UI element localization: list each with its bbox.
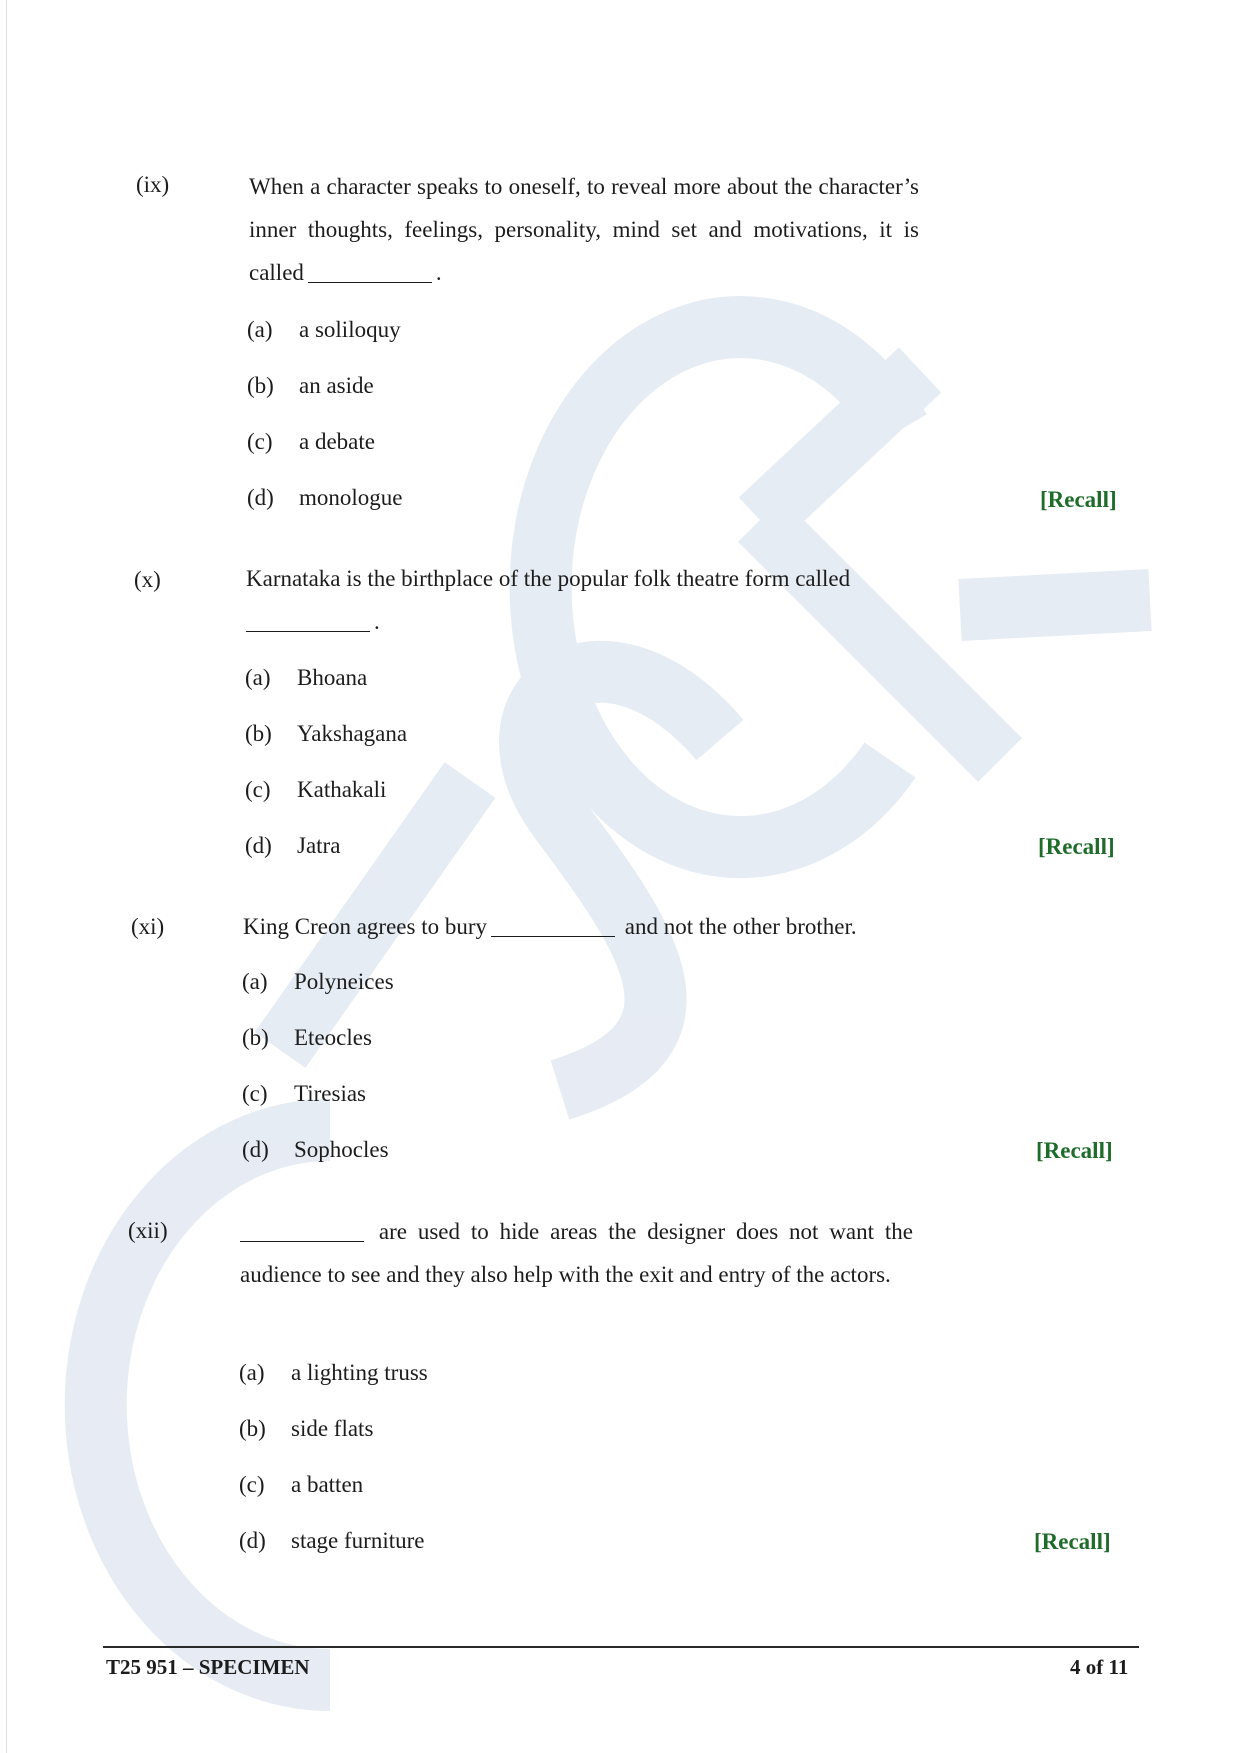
option-text: Jatra (297, 833, 341, 858)
option-letter: (b) (247, 373, 274, 398)
option-letter: (c) (242, 1081, 268, 1106)
option-text: a soliloquy (299, 317, 401, 342)
watermark-letter-s (530, 672, 720, 1090)
recall-tag: [Recall] (1034, 1529, 1111, 1554)
option-text: a batten (291, 1472, 364, 1497)
option (242, 1138, 389, 1161)
question-text-end: and not the other brother. (619, 914, 857, 939)
option-text: Kathakali (297, 777, 387, 802)
option-letter: (a) (242, 969, 268, 994)
question-text-part: Karnataka is the birthplace of the popular folk theatre form called (246, 566, 851, 591)
option-letter: (b) (239, 1416, 266, 1441)
option (247, 318, 401, 341)
recall-tag: [Recall] (1038, 834, 1115, 859)
option-text: stage furniture (291, 1528, 425, 1553)
option (245, 666, 367, 689)
answer-blank (240, 1240, 364, 1242)
question-text-part: When a character speaks to oneself, to reveal more about the character’s inner thoughts, feelings, personality, mind set and motivations, it is called (249, 174, 919, 285)
option (242, 1026, 372, 1049)
question-number: (x) (134, 567, 161, 592)
option-text: Tiresias (294, 1081, 366, 1106)
option (239, 1473, 363, 1496)
question-number: (xi) (131, 914, 165, 939)
option-letter: (a) (239, 1360, 265, 1385)
option-text: side flats (291, 1416, 374, 1441)
option-letter: (d) (247, 485, 274, 510)
option-text: a debate (299, 429, 375, 454)
footer-page-number: 4 of 11 (1070, 1655, 1129, 1679)
option-letter: (b) (245, 721, 272, 746)
option (247, 374, 374, 397)
option-text: Sophocles (294, 1137, 389, 1162)
option-letter: (c) (239, 1472, 265, 1497)
option (242, 970, 394, 993)
option (239, 1361, 428, 1384)
option (245, 722, 407, 745)
question-text (249, 165, 919, 294)
option-letter: (d) (245, 833, 272, 858)
footer-paper-code: T25 951 – SPECIMEN (106, 1655, 310, 1679)
option (245, 778, 386, 801)
option (247, 430, 375, 453)
footer-rule (103, 1646, 1139, 1648)
option-text: monologue (299, 485, 403, 510)
option (245, 834, 340, 857)
page-edge-line (6, 0, 7, 1753)
option-letter: (c) (247, 429, 273, 454)
recall-tag: [Recall] (1040, 487, 1117, 512)
option-text: Polyneices (294, 969, 394, 994)
answer-blank (246, 630, 370, 632)
option-text: an aside (299, 373, 374, 398)
option-text: a lighting truss (291, 1360, 428, 1385)
question-text-end: . (435, 260, 442, 285)
question-text-part: King Creon agrees to bury (243, 914, 487, 939)
option-text: Yakshagana (297, 721, 408, 746)
option (242, 1082, 366, 1105)
answer-blank (308, 281, 432, 283)
option (247, 486, 403, 509)
recall-tag: [Recall] (1036, 1138, 1113, 1163)
question-text (243, 905, 943, 948)
question-number: (xii) (128, 1218, 168, 1243)
question-text (240, 1210, 913, 1296)
option-text: Bhoana (297, 665, 368, 690)
option (239, 1529, 424, 1552)
question-number: (ix) (136, 172, 170, 197)
option-letter: (a) (245, 665, 271, 690)
question-text-end: are used to hide areas the designer does not want the audience to see and they also help with the exit and entry of the actors. (240, 1219, 913, 1287)
option-text: Eteocles (294, 1025, 372, 1050)
option-letter: (b) (242, 1025, 269, 1050)
answer-blank (491, 935, 615, 937)
question-text-end: . (374, 609, 380, 634)
option-letter: (c) (245, 777, 271, 802)
option (239, 1417, 373, 1440)
option-letter: (a) (247, 317, 273, 342)
option-letter: (d) (239, 1528, 266, 1553)
question-text (246, 557, 926, 643)
option-letter: (d) (242, 1137, 269, 1162)
